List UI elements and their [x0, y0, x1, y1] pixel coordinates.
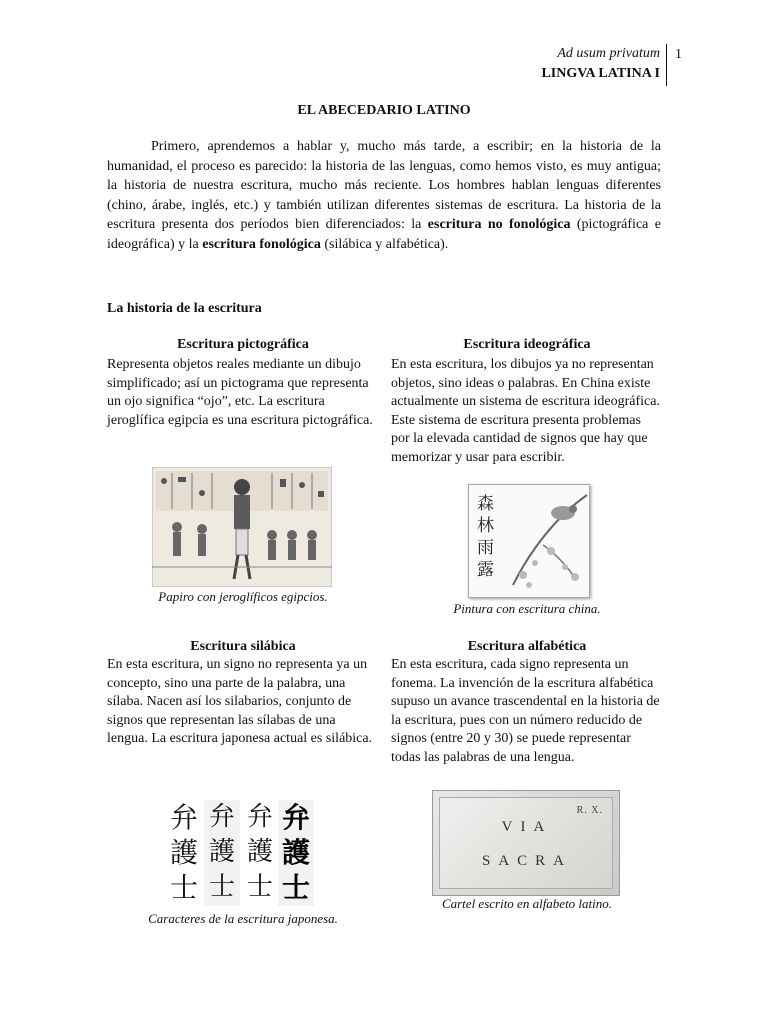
section-title: La historia de la escritura: [107, 301, 262, 316]
japanese-char: 士: [208, 872, 235, 902]
sign-corner-text: R. X.: [576, 805, 603, 816]
pictografica-heading: Escritura pictográfica: [177, 337, 309, 352]
silabica-caption: Caracteres de la escritura japonesa.: [148, 911, 338, 926]
sign-line-1: VIA: [501, 819, 553, 835]
japanese-char: 護: [246, 837, 273, 867]
intro-text-1: Primero, aprendemos a hablar y, mucho más tarde, a escribir; en la historia de la humanidad, el proceso es parecido: la historia de las lenguas, como hemos visto, es muy antigua; la historia de nuestra escritura, mucho más reciente. Los hombres hablan lenguas diferentes (chino, árabe, inglés, etc.) y también utilizan diferentes sistemas de escritura. La historia de la escritura presenta dos períodos bien diferenciados: la: [107, 139, 661, 233]
japanese-char: 士: [246, 872, 273, 902]
japanese-char: 士: [281, 871, 310, 904]
japanese-char: 士: [169, 871, 198, 904]
header-subtitle: Ad usum privatum: [557, 46, 660, 61]
alfabetica-heading: Escritura alfabética: [467, 639, 587, 654]
intro-text-2: (pictográfica e ideográfica) y la: [107, 217, 661, 252]
pictografica-text: Representa objetos reales mediante un dibujo simplificado; así un pictograma que representa un ojo significa “ojo”, etc. La escritura jeroglífica egipcia es una escritura pictográfica.: [107, 357, 373, 428]
silabica-heading: Escritura silábica: [190, 639, 296, 654]
japanese-char: 弁: [246, 802, 273, 832]
japanese-char: 護: [281, 836, 310, 869]
japanese-characters-image: [166, 800, 314, 906]
japanese-char: 護: [169, 836, 198, 869]
chinese-painting-image: [468, 484, 590, 598]
chinese-char: 林: [477, 516, 494, 536]
ideografica-text: En esta escritura, los dibujos ya no representan objetos, sino ideas o palabras. En China existe actualmente un sistema de escritura ideográfica. Este sistema de escritura presenta problemas por la elevada cantidad de signos que hay que memorizar y usar para escribir.: [391, 357, 660, 465]
alfabetica-caption: Cartel escrito en alfabeto latino.: [441, 896, 613, 911]
japanese-char: 護: [208, 837, 235, 867]
chinese-char: 森: [477, 494, 494, 514]
via-sacra-sign-image: [432, 790, 620, 896]
header-divider: [666, 44, 667, 86]
page-number: 1: [675, 47, 682, 62]
japanese-char: 弁: [208, 802, 235, 832]
chinese-char: 露: [477, 560, 494, 580]
intro-bold-1: escritura no fonológica: [427, 217, 571, 233]
japanese-char: 弁: [169, 801, 198, 834]
sign-line-2: SACRA: [481, 853, 573, 869]
ideografica-heading: Escritura ideográfica: [463, 337, 591, 352]
intro-bold-2: escritura fonológica: [202, 236, 321, 252]
silabica-text: En esta escritura, un signo no representa ya un concepto, sino una parte de la palabra, una sílaba. Nacen así los silabarios, conjunto de signos que representan las sílabas de una lengua. La escritura japonesa actual es silábica.: [107, 657, 373, 746]
chinese-char: 雨: [477, 538, 494, 558]
japanese-char: 弁: [281, 801, 310, 834]
alfabetica-text: En esta escritura, cada signo representa un fonema. La invención de la escritura alfabética supuso un avance trascendental en la historia de la escritura, pues con un número reducido de signos (entre 20 y 30) se puede representar todas las palabras de una lengua.: [391, 657, 660, 765]
intro-text-3: (silábica y alfabética).: [320, 236, 449, 252]
ideografica-caption: Pintura con escritura china.: [453, 601, 601, 616]
header-course-title: LINGVA LATINA I: [541, 66, 660, 81]
pictografica-caption: Papiro con jeroglíficos egipcios.: [158, 589, 328, 604]
page-title: EL ABECEDARIO LATINO: [297, 103, 471, 118]
intro-paragraph: [107, 137, 661, 255]
egyptian-papyrus-image: [152, 467, 332, 587]
